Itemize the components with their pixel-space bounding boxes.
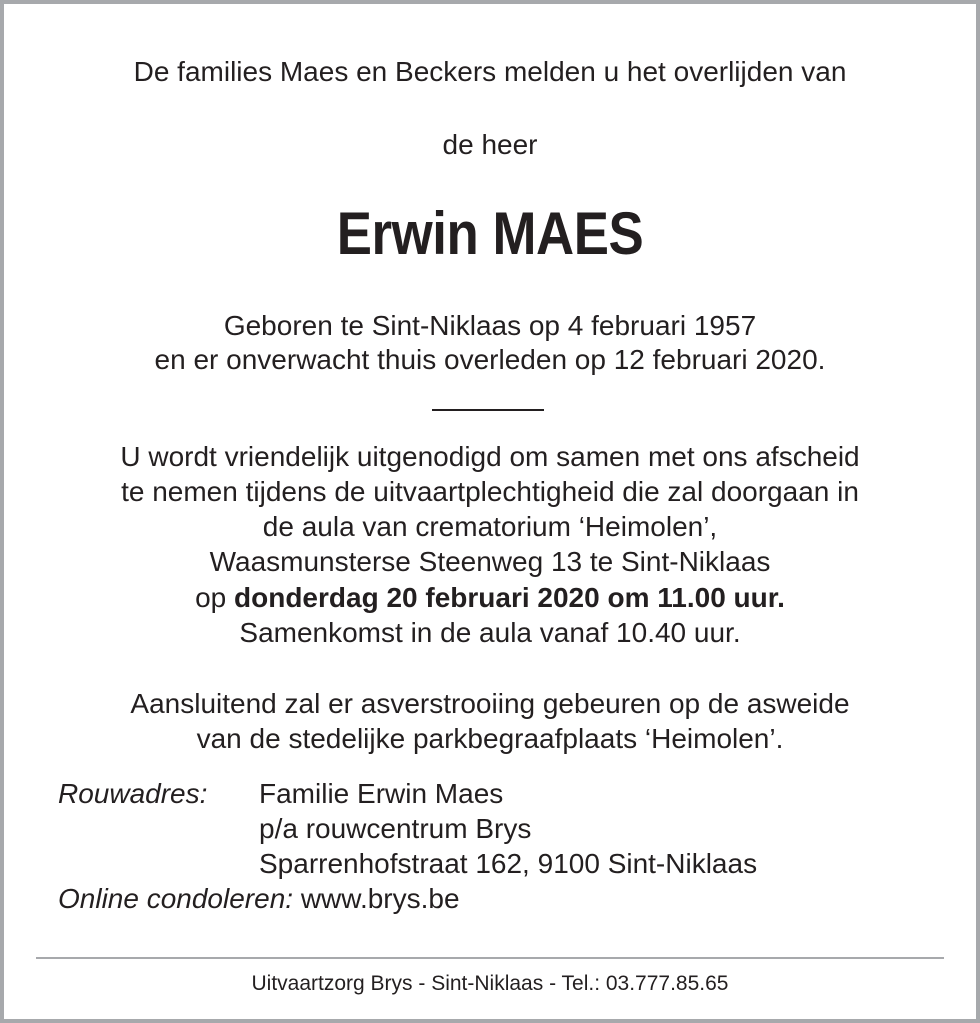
invitation-line-5 (0, 580, 980, 616)
ceremony-prefix: op (195, 582, 227, 613)
condolence-url[interactable]: www.brys.be (300, 883, 460, 914)
invitation-line-1: U wordt vriendelijk uitgenodigd om samen met ons afscheid (120, 441, 860, 472)
invitation-line-2: te nemen tijdens de uitvaartplechtigheid die zal doorgaan in (121, 476, 859, 507)
death-info: en er onverwacht thuis overleden op 12 februari 2020. (154, 344, 826, 375)
address-line-1: Familie Erwin Maes (259, 778, 504, 809)
intro-text: De families Maes en Beckers melden u het overlijden van (133, 56, 847, 87)
honorific: de heer (442, 129, 538, 160)
ceremony-datetime: donderdag 20 februari 2020 om 11.00 uur. (234, 582, 785, 613)
invitation-line-3: de aula van crematorium ‘Heimolen’, (262, 511, 718, 542)
section-divider (432, 409, 544, 411)
birth-info: Geboren te Sint-Niklaas op 4 februari 1957 (223, 310, 757, 341)
footer-text: Uitvaartzorg Brys - Sint-Niklaas - Tel.: 03.777.85.65 (251, 972, 729, 995)
deceased-name: Erwin MAES (336, 200, 644, 267)
footer-divider (36, 957, 944, 959)
online-condolence (58, 881, 460, 917)
online-condolence-label: Online condoleren: (58, 883, 294, 914)
invitation-line-4: Waasmunsterse Steenweg 13 te Sint-Niklaas (209, 546, 771, 577)
address-line-2: p/a rouwcentrum Brys (259, 813, 532, 844)
address-line-3: Sparrenhofstraat 162, 9100 Sint-Niklaas (259, 848, 758, 879)
aftermath-line-2: van de stedelijke parkbegraafplaats ‘Heimolen’. (196, 723, 784, 754)
address-label: Rouwadres: (58, 778, 208, 809)
aftermath-line-1: Aansluitend zal er asverstrooiing gebeuren op de asweide (130, 688, 850, 719)
invitation-line-6: Samenkomst in de aula vanaf 10.40 uur. (239, 617, 741, 648)
